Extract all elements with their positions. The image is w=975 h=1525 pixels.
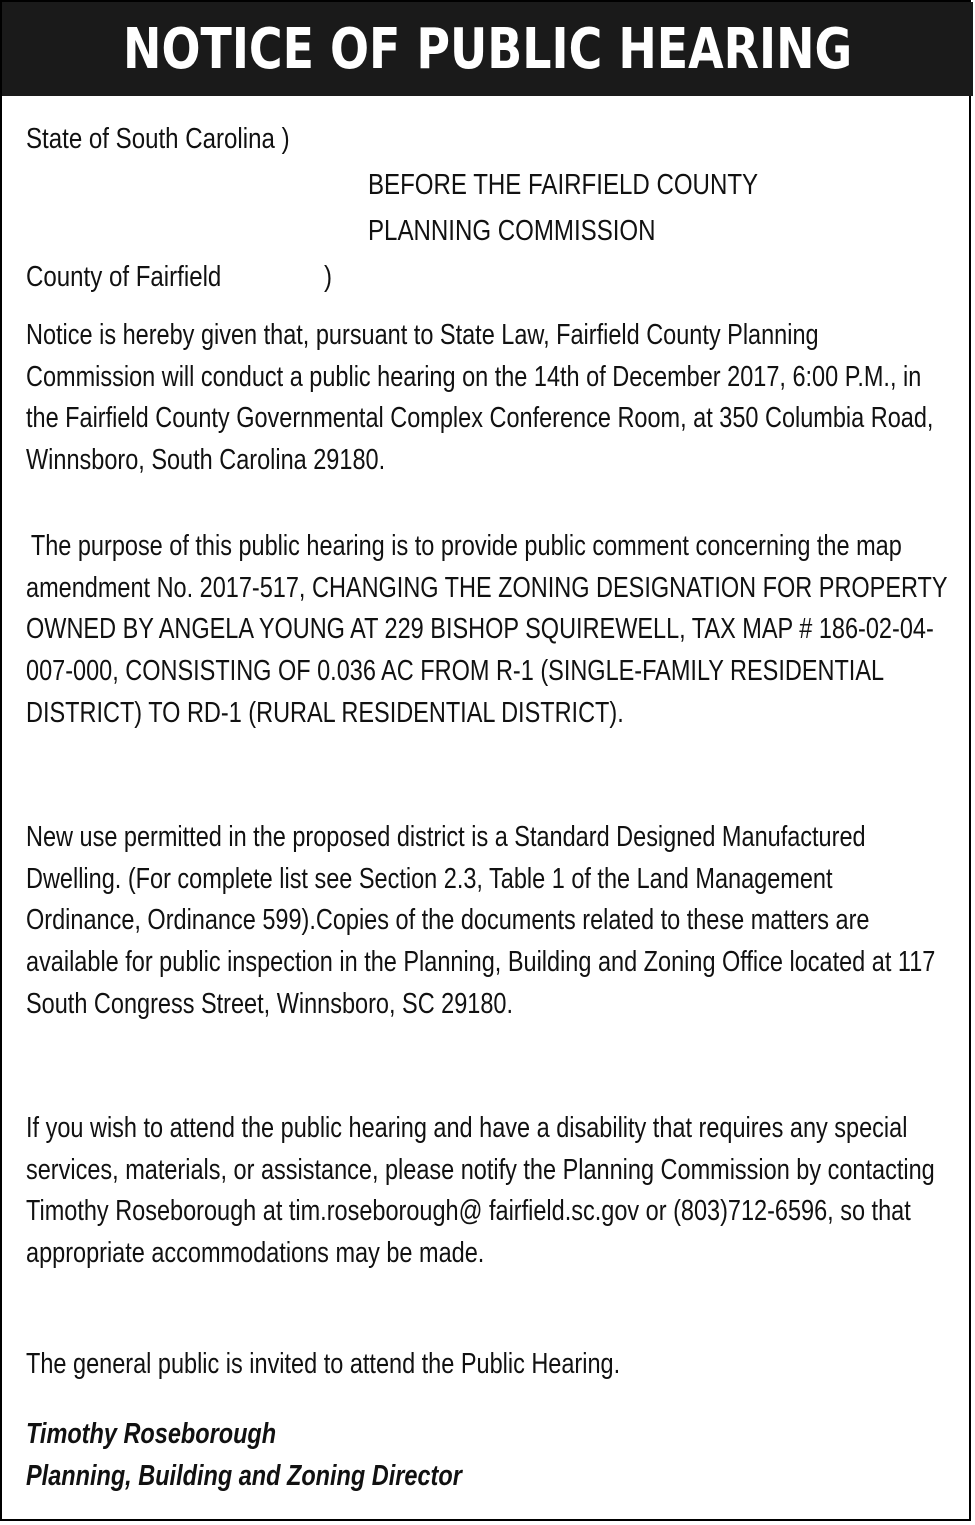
caption-county: County of Fairfield — [26, 261, 222, 293]
invite-paragraph: The general public is invited to attend the Public Hearing. — [26, 1348, 621, 1380]
signature-title: Planning, Building and Zoning Director — [26, 1460, 462, 1492]
signature-name: Timothy Roseborough — [26, 1418, 277, 1450]
caption-before-line-2: PLANNING COMMISSION — [368, 215, 656, 247]
disability-paragraph: If you wish to attend the public hearing and have a disability that requires any special services, materials, or assistance, please notify the Planning Commission by contacting Timothy Roseborough at tim.roseborough@ fairfield.sc.gov or (803)712-6596, so that appropriate accommodations may be made. — [26, 1112, 935, 1270]
caption-state: State of South Carolina ) — [26, 123, 290, 155]
notice-title: NOTICE OF PUBLIC HEARING — [122, 16, 853, 82]
notice-paragraph: Notice is hereby given that, pursuant to State Law, Fairfield County Planning Commission will conduct a public hearing on the 14th of December 2017, 6:00 P.M., in the Fairfield County Governmental Complex Conference Room, at 350 Columbia Road, Winnsboro, South Carolina 29180. — [26, 319, 934, 477]
new-use-paragraph: New use permitted in the proposed district is a Standard Designed Manufactured Dwelling. (For complete list see Section 2.3, Table 1 of the Land Management Ordinance, Ordinance 599).Copies of the documents related to these matters are available for public inspection in the Planning, Building and Zoning Office located at 117 South Congress Street, Winnsboro, SC 29180. — [26, 821, 936, 1020]
caption-county-paren: ) — [324, 261, 333, 293]
caption-before-line-1: BEFORE THE FAIRFIELD COUNTY — [368, 169, 759, 201]
notice-header-banner — [2, 2, 973, 96]
purpose-paragraph: The purpose of this public hearing is to provide public comment concerning the map amendment No. 2017-517, CHANGING THE ZONING DESIGNATION FOR PROPERTY OWNED BY ANGELA YOUNG AT 229 BISHOP SQUIREWELL, TAX MAP # 186-02-04-007-000, CONSISTING OF 0.036 AC FROM R-1 (SINGLE-FAMILY RESIDENTIAL DISTRICT) TO RD-1 (RURAL RESIDENTIAL DISTRICT). — [26, 530, 948, 729]
